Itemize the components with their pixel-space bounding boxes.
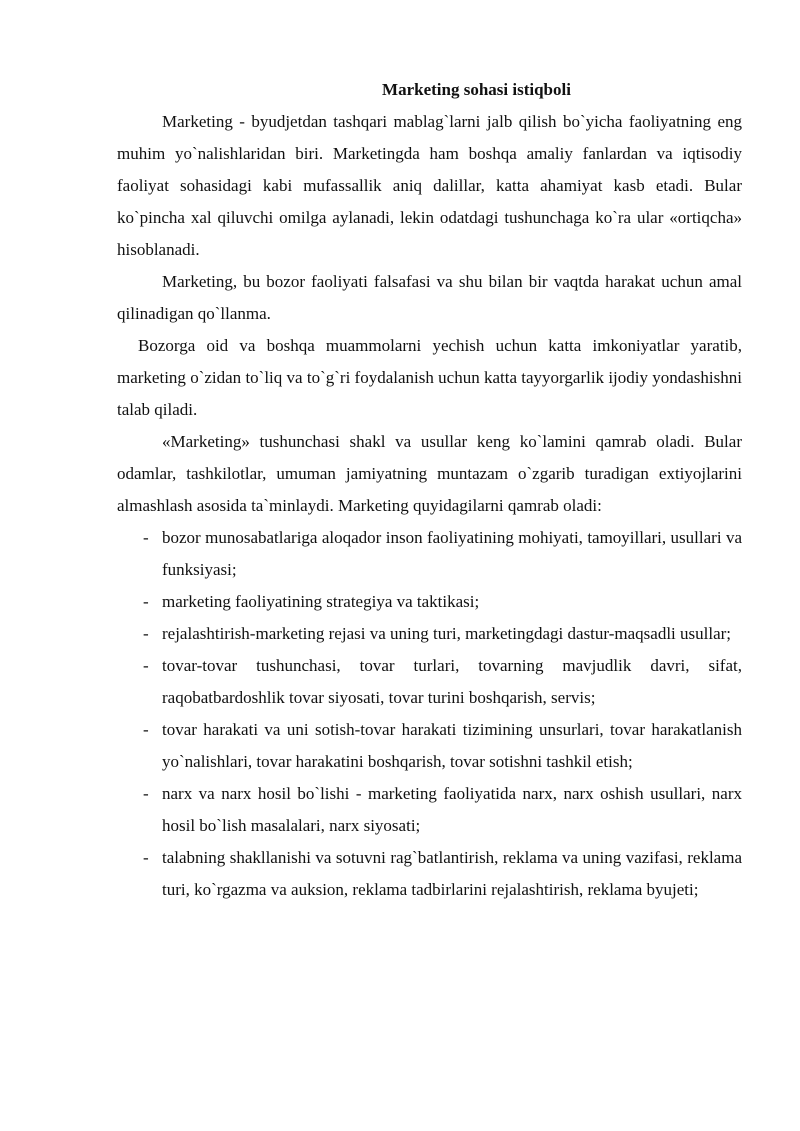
document-title: Marketing sohasi istiqboli xyxy=(382,80,571,99)
bullet-list xyxy=(117,522,742,906)
list-marker: - xyxy=(143,848,149,867)
list-item-text: talabning shakllanishi va sotuvni rag`batlantirish, reklama va uning vazifasi, reklama turi, ko`rgazma va auksion, reklama tadbirlarini rejalashtirish, reklama byujeti; xyxy=(162,848,742,899)
list-item xyxy=(117,842,742,906)
list-marker: - xyxy=(143,784,149,803)
list-item xyxy=(117,778,742,842)
document-page xyxy=(117,74,742,906)
list-item xyxy=(117,522,742,586)
list-item xyxy=(117,650,742,714)
list-marker: - xyxy=(143,656,149,675)
list-item xyxy=(117,714,742,778)
list-item-text: tovar-tovar tushunchasi, tovar turlari, tovarning mavjudlik davri, sifat, raqobatbardoshlik tovar siyosati, tovar turini boshqarish, servis; xyxy=(162,656,742,707)
list-item-text: marketing faoliyatining strategiya va taktikasi; xyxy=(162,592,480,611)
list-marker: - xyxy=(143,720,149,739)
list-marker: - xyxy=(143,592,149,611)
list-marker: - xyxy=(143,528,149,547)
list-item-text: tovar harakati va uni sotish-tovar harakati tizimining unsurlari, tovar harakatlanish yo`nalishlari, tovar harakatini boshqarish, tovar sotishni tashkil etish; xyxy=(162,720,742,771)
paragraph: Marketing, bu bozor faoliyati falsafasi va shu bilan bir vaqtda harakat uchun amal qilinadigan qo`llanma. xyxy=(117,272,742,323)
paragraph: «Marketing» tushunchasi shakl va usullar keng ko`lamini qamrab oladi. Bular odamlar, tashkilotlar, umuman jamiyatning muntazam o`zgarib turadigan extiyojlarini almashlash asosida ta`minlaydi. Marketing quyidagilarni qamrab oladi: xyxy=(117,432,742,515)
list-item-text: bozor munosabatlariga aloqador inson faoliyatining mohiyati, tamoyillari, usullari va funksiyasi; xyxy=(162,528,742,579)
paragraph: Bozorga oid va boshqa muammolarni yechish uchun katta imkoniyatlar yaratib, marketing o`zidan to`liq va to`g`ri foydalanish uchun katta tayyorgarlik ijodiy yondashishni talab qiladi. xyxy=(117,336,742,419)
list-marker: - xyxy=(143,624,149,643)
list-item-text: narx va narx hosil bo`lishi - marketing faoliyatida narx, narx oshish usullari, narx hosil bo`lish masalalari, narx siyosati; xyxy=(162,784,742,835)
list-item xyxy=(117,586,742,618)
list-item-text: rejalashtirish-marketing rejasi va uning turi, marketingdagi dastur-maqsadli usullar; xyxy=(162,624,732,643)
paragraph: Marketing - byudjetdan tashqari mablag`larni jalb qilish bo`yicha faoliyatning eng muhim yo`nalishlaridan biri. Marketingda ham boshqa amaliy fanlardan va iqtisodiy faoliyat sohasidagi kabi mufassallik aniq dalillar, katta ahamiyat kasb etadi. Bular ko`pincha xal qiluvchi omilga aylanadi, lekin odatdagi tushunchaga ko`ra ular «ortiqcha» hisoblanadi. xyxy=(117,112,742,259)
list-item xyxy=(117,618,742,650)
